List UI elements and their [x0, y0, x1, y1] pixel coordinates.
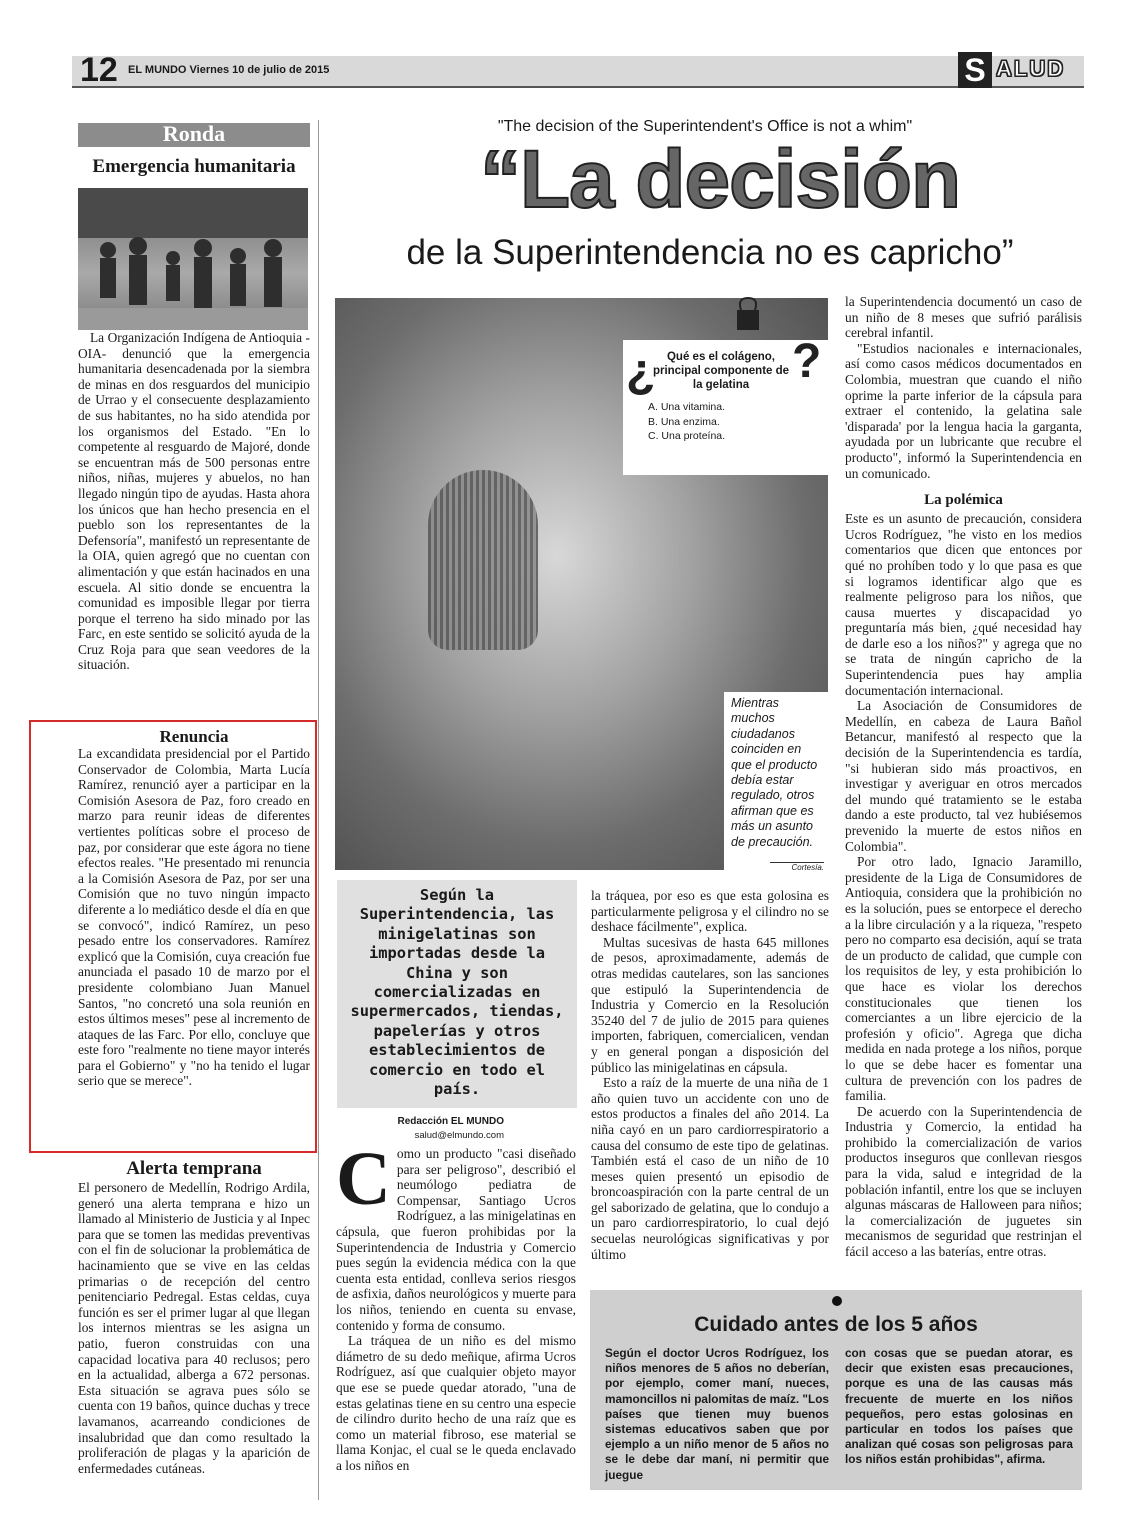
question-close-icon: ? [792, 335, 822, 388]
quiz-option-a: A. Una vitamina. [648, 401, 726, 413]
paper-date: EL MUNDO Viernes 10 de julio de 2015 [128, 64, 330, 76]
dropcap: C [336, 1137, 391, 1221]
story1-title: Emergencia humanitaria [92, 156, 296, 177]
translation-line: "The decision of the Superintendent's Office is not a whim" [497, 118, 913, 135]
photo-credit: Cortesía. [770, 862, 824, 872]
headline-main: “La decisión [479, 134, 961, 225]
box-title: Cuidado antes de los 5 años [694, 1313, 978, 1336]
headline-sub: de la Superintendencia no es capricho” [406, 233, 1014, 272]
people-photo-icon [78, 188, 308, 330]
quiz-options [648, 400, 808, 444]
box-col-2: con cosas que se puedan atorar, es decir que existen esas precauciones, porque es una de las causas más frecuente de muerte en los niños pequeños, pero estas golosinas en particular en todos los países que analizan qué cosas son peligrosas para los niños están prohibidas", afirma. [845, 1346, 1073, 1467]
story3-title: Alerta temprana [126, 1158, 262, 1179]
byline: Redacción EL MUNDO [397, 1116, 504, 1127]
subhead-polemica: La polémica [924, 492, 1003, 509]
quiz-option-b: B. Una enzima. [648, 415, 720, 428]
section-logo [958, 52, 1084, 86]
story3-body: El personero de Medellín, Rodrigo Ardila, generó una alerta temprana e hizo un llamado al Ministerio de Justicia y al Inpec para que se tomen las medidas preventivas con el fin de solucionar la problemática de hacinamiento que se vive en las celdas primarias o de recepción del centro penitenciario Pedregal. Estas celdas, cuya función es ser el primer lugar al que llegan los internos mientras se les asigna un patio, fueron construidas con una capacidad locativa para 40 reclusos; pero en la actualidad, alberga a 672 personas. Esta situación se agrava pues sólo se cuenta con 19 baños, quince duchas y trece lavamanos, acarreando condiciones de insalubridad que dan como resultado la proliferación de plagas y la aparición de enfermedades cutáneas. [78, 1180, 310, 1476]
photo-caption: Mientras muchos ciudadanos coinciden en que el producto debía estar regulado, otros afirman que es más un asunto de precaución. [731, 696, 818, 849]
section-initial: S [958, 52, 992, 88]
byline-email: salud@elmundo.com [414, 1130, 504, 1141]
column-divider [318, 120, 319, 1500]
article-col-2: la tráquea, por eso es que esta golosina es particularmente peligrosa y el cilindro no se deshace fácilmente", explica. Multas sucesivas de hasta 645 millones de pesos, aproximadamente, además de otras medidas cautelares, son las sanciones que estipuló la Superintendencia de Industria y Comercio en la Resolución 35240 del 7 de julio de 2015 para quienes importen, fabriquen, comercialicen, vendan y en general pongan a disposición del público las minigelatinas en cápsula. Esto a raíz de la muerte de una niña de 1 año quien tuvo un accidente con uno de estos productos a finales del año 2014. La niña cayó en un paro cardiorrespiratorio a causa del consumo de este tipo de gelatinas. También está el caso de un niño de 10 meses quien presentó un episodio de broncoaspiración con la parte central de un gel saborizado de gelatina, que lo condujo a un paro cardiorrespiratorio, lo cual dejó secuelas neurológicas significativas y por último [591, 888, 829, 1262]
article-col-1: Como un producto "casi diseñado para ser peligroso", describió el neumólogo pediatra de Compensar, Santiago Ucros Rodríguez, a las minigelatinas en cápsula, que fueron prohibidas por la Superintendencia de Industria y Comercio pues según la evidencia médica con la que cuenta esta entidad, conlleva serios riesgos de asfixia, daños neurológicos y muerte para los niños, teniendo en cuenta su envase, contenido y forma de consumo. La tráquea de un niño es del mismo diámetro de su dedo meñique, afirma Ucros Rodríguez, así que cualquier objeto mayor que ese se puede quedar atorado, "una de estas gelatinas tiene en su centro una especie de cilindro durito hecho de una raíz que es como un material fibroso, ese material se llama Konjac, el cual se le queda enclavado a los niños en [336, 1137, 576, 1473]
story2-title: Renuncia [159, 727, 229, 746]
article-col-3: la Superintendencia documentó un caso de un niño de 8 meses que sufrió parálisis cerebral infantil. "Estudios nacionales e internacionales, así como casos médicos documentados en Colombia, muestran que cuando el niño oprime la parte inferior de la cápsula para extraer el contenido, la gelatina sale 'disparada' por la lengua hacia la garganta, ayudada por un lubricante que recubre el producto", informó la Superintendencia en un comunicado. La polémica Este es un asunto de precaución, considera Ucros Rodríguez, "he visto en los medios comentarios que dicen que entonces por qué no prohíben todo y lo que pasa es que si logramos identificar algo que es realmente peligroso para los niños, que causa muertes y discapacidad yo preguntaría más bien, ¿qué necesidad hay de darle eso a los niños?" y agrega que no se trata de ningún capricho de la Superintendencia pues hay amplia documentación internacional. La Asociación de Consumidores de Medellín, en cabeza de Laura Bañol Betancur, manifestó al respecto que la decisión de la Superintendencia es tardía, "si hubieran sido más proactivos, en investigar y averiguar en otros mercados del mundo qué tratamiento se le estaba dando a este producto, tal vez hubiésemos prevenido la muerte de estos niños en Colombia". Por otro lado, Ignacio Jaramillo, presidente de la Liga de Consumidores de Antioquia, considera que la prohibición no es la solución, pues se entorpece el derecho a la libre circulación y a la riqueza, "respeto pero no comparto esa decisión, aquí se trata de un producto de calidad, que cumple con los requisitos de ley, y esta prohibición lo que hace es violar los derechos constitucionales que tienen los comerciantes a un libre ejercicio de la profesión y oficio". Agrega que dicha medida en nada protege a los niños, porque lo que se debe hacer es fomentar una cultura de prevención con los padres de familia. De acuerdo con la Superintendencia de Industria y Comercio, la entidad ha prohibido la comercialización de varios productos inseguros que conllevan riesgos para la vida, salud e integridad de la población infantil, entre los que se incluyen algunas máscaras de Halloween para niños; la comercialización de juguetes sin mecanismos de seguridad que restrinjan el fácil acceso a las baterías, entre otras. [845, 294, 1082, 1260]
thimble-photo-detail [428, 470, 538, 650]
quiz-option-c: C. Una proteína. [648, 430, 726, 442]
box-col-1: Según el doctor Ucros Rodríguez, los niños menores de 5 años no deberían, por ejemplo, comer maní, nueces, mamoncillos ni palomitas de maíz. "Los países que tienen muy buenos sistemas educativos saben que por ejemplo a un niño menor de 5 años no se le debe dar maní, ni permitir que juegue [605, 1346, 829, 1482]
ronda-label: Ronda [162, 121, 226, 146]
bullet-icon [832, 1296, 842, 1306]
question-open-icon: ¿ [626, 345, 656, 398]
section-name: ALUD [996, 56, 1066, 81]
quiz-question: Qué es el colágeno, principal componente de la gelatina [652, 351, 790, 391]
binder-clip-icon [733, 296, 763, 332]
page-number: 12 [80, 51, 118, 89]
pull-quote: Según la Superintendencia, las minigelatinas son importadas desde la China y son comercializadas en supermercados, tiendas, papelerías y otros establecimientos de comercio en todo el país. [350, 886, 564, 1099]
story2-body: La excandidata presidencial por el Partido Conservador de Colombia, Marta Lucía Ramírez, renunció ayer a participar en la Comisión Asesora de Paz, foro creado en marzo para reunir ideas de diferentes vertientes políticas sobre el proceso de paz, por considerar que este ágora no tiene efectos reales. "He presentado mi renuncia a la Comisión Asesora de Paz, por ser una Comisión que no tuvo ningún impacto diferente a lo mediático desde el día en que se convocó", indicó Ramírez, un peso pesado entre los conservadores. Ramírez explicó que la Comisión, cuya creación fue anunciada el pasado 10 de marzo por el presidente colombiano Juan Manuel Santos, "no concretó una sola reunión en estos últimos meses" pese al incremento de ataques de las Farc. Por ello, concluye que este foro "realmente no tiene mayor interés para el Gobierno" y "no ha tenido el lugar serio que se merece". [78, 746, 311, 1089]
story1-photo [78, 188, 308, 330]
story1-body: La Organización Indígena de Antioquia -OIA- denunció que la emergencia humanitaria desencadenada por la siembra de minas en dos resguardos del municipio de Urrao y el consecuente desplazamiento de sus habitantes, no ha sido atendida por los organismos del Estado. "En lo competente al resguardo de Majoré, donde se encuentran más de 500 personas entre niños, niñas, mujeres y abuelos, no han llegado ningún tipo de ayudas. Hasta ahora los únicos que han hecho presencia en el pueblo son los representantes de la Defensoría", manifestó un representante de la OIA, quien agregó que no cuentan con alimentación y que están hacinados en una escuela. Al sitio donde se encuentra la comunidad es imposible llegar por tierra porque el terreno ha sido minado por las Farc, en este sentido se solicitó ayuda de la Cruz Roja para que sean veedores de la situación. [78, 330, 310, 673]
